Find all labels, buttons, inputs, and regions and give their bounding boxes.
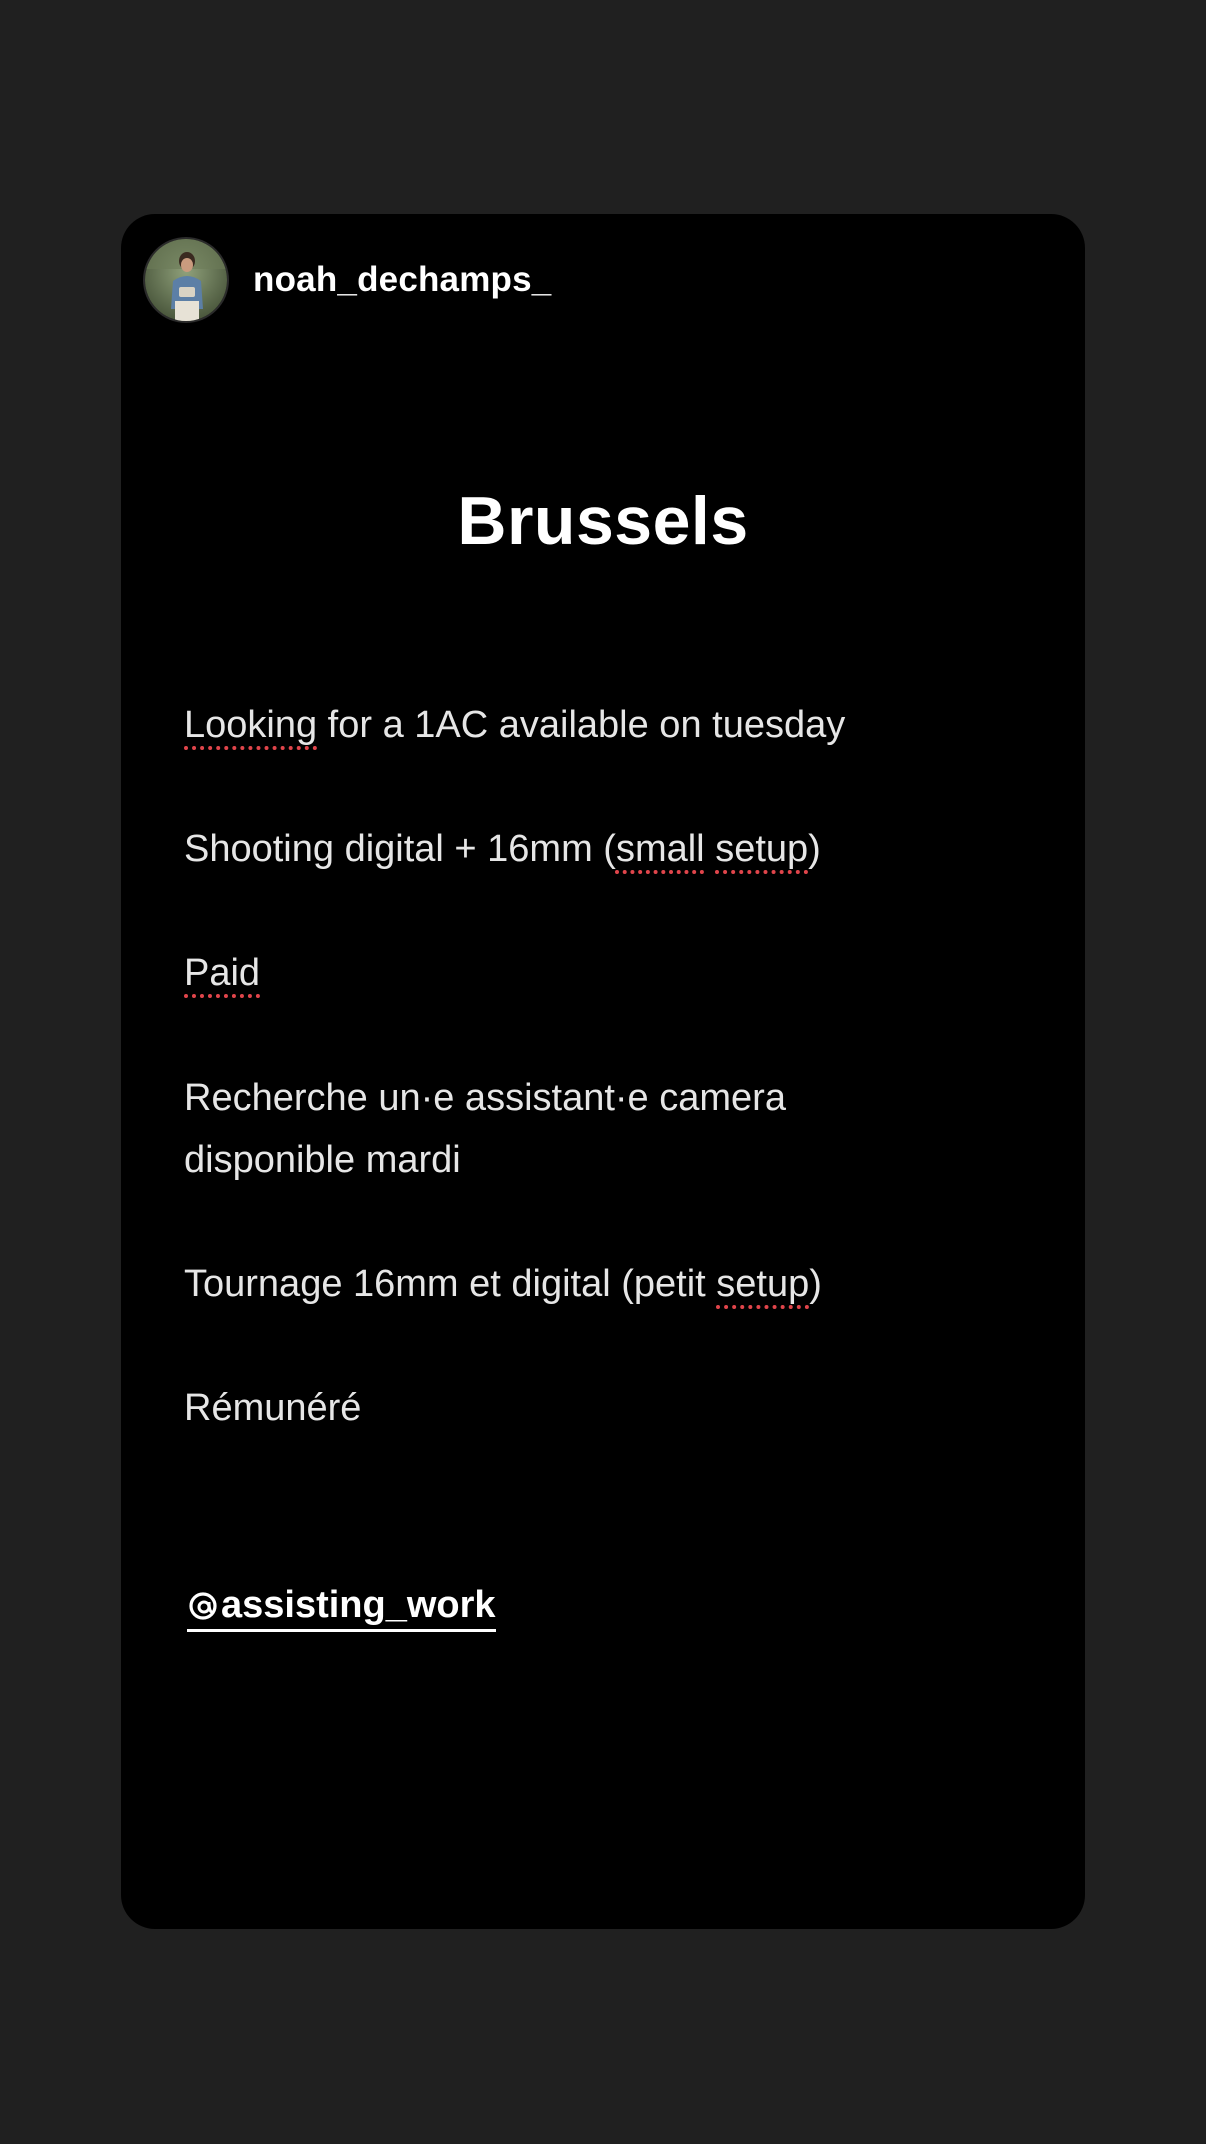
text-line-shooting [184, 818, 1004, 880]
text-line-remunere [184, 1377, 1004, 1439]
avatar[interactable] [145, 239, 227, 321]
story-title: Brussels [457, 483, 749, 559]
text-segment: ) [808, 828, 821, 870]
text-line-recherche [184, 1067, 1004, 1191]
text-segment: Tournage 16mm et digital (petit [184, 1263, 717, 1305]
username[interactable]: noah_dechamps_ [253, 260, 552, 299]
spellcheck-word: setup [715, 828, 809, 870]
text-segment: disponible mardi [184, 1139, 461, 1181]
story-header [145, 238, 551, 322]
text-line-tournage [184, 1253, 1004, 1315]
spellcheck-word: small [615, 828, 705, 870]
text-segment: Recherche un·e assistant·e camera [184, 1077, 786, 1119]
text-segment: Shooting digital + 16mm ( [184, 828, 616, 870]
avatar-photo [145, 239, 227, 321]
text-segment [705, 828, 716, 870]
text-line-paid [184, 942, 1004, 1004]
mention-handle: assisting_work [221, 1584, 496, 1626]
text-line-looking [184, 694, 1004, 756]
story-card [121, 214, 1085, 1929]
spellcheck-word: setup [716, 1263, 810, 1305]
text-segment: for a 1AC available on tuesday [317, 704, 846, 746]
mention-sticker[interactable] [187, 1584, 496, 1632]
spellcheck-word: Paid [184, 952, 261, 994]
text-segment: ) [809, 1263, 822, 1305]
threads-icon [187, 1590, 219, 1622]
text-segment: Rémunéré [184, 1387, 362, 1429]
spellcheck-word: Looking [184, 704, 318, 746]
